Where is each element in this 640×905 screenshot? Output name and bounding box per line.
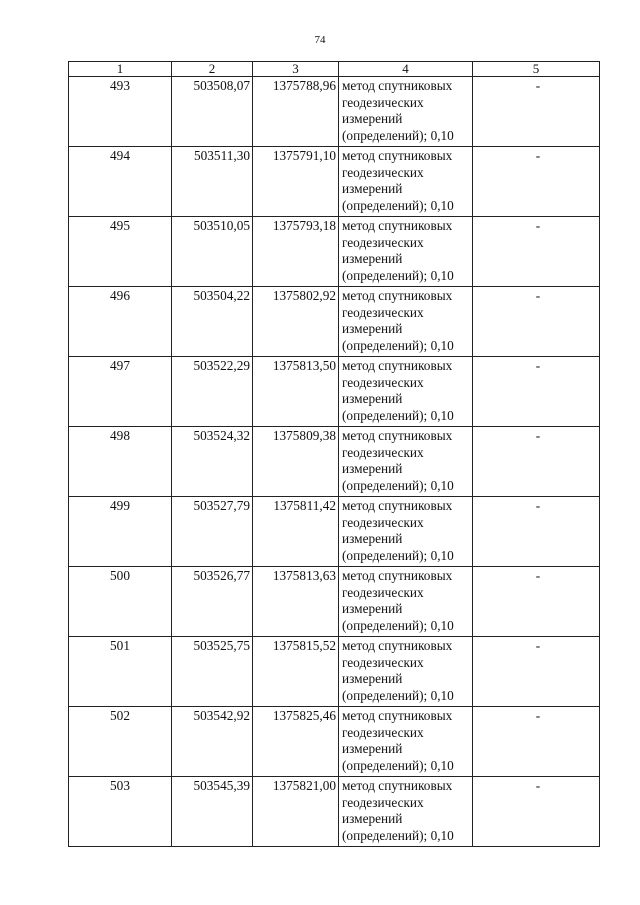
note-value: - bbox=[535, 708, 541, 723]
point-number-cell: 503 bbox=[69, 777, 172, 847]
note-value: - bbox=[535, 148, 541, 163]
point-number-cell: 498 bbox=[69, 427, 172, 497]
note-cell bbox=[473, 427, 600, 497]
x-coordinate-cell: 503524,32 bbox=[172, 427, 253, 497]
x-coordinate-cell: 503504,22 bbox=[172, 287, 253, 357]
note-value: - bbox=[535, 78, 541, 93]
method-line: (определений); 0,10 bbox=[342, 687, 454, 703]
method-line: метод спутниковых bbox=[342, 498, 453, 513]
method-cell bbox=[339, 357, 473, 427]
coordinates-table bbox=[68, 61, 600, 847]
method-line: геодезических bbox=[342, 654, 424, 670]
y-coordinate-cell: 1375811,42 bbox=[253, 497, 339, 567]
method-line: метод спутниковых bbox=[342, 78, 453, 93]
table-row bbox=[69, 147, 600, 217]
point-number-cell: 499 bbox=[69, 497, 172, 567]
method-line: (определений); 0,10 bbox=[342, 267, 454, 283]
method-line: метод спутниковых bbox=[342, 358, 453, 373]
note-value: - bbox=[535, 638, 541, 653]
column-header: 5 bbox=[473, 62, 600, 77]
method-line: (определений); 0,10 bbox=[342, 477, 454, 493]
method-line: измерений bbox=[342, 601, 403, 616]
point-number-cell: 497 bbox=[69, 357, 172, 427]
method-line: измерений bbox=[342, 811, 403, 826]
point-number-cell: 500 bbox=[69, 567, 172, 637]
table-row bbox=[69, 77, 600, 147]
table-row bbox=[69, 567, 600, 637]
y-coordinate-cell: 1375815,52 bbox=[253, 637, 339, 707]
x-coordinate-cell: 503525,75 bbox=[172, 637, 253, 707]
method-line: измерений bbox=[342, 321, 403, 336]
method-cell bbox=[339, 427, 473, 497]
note-cell bbox=[473, 497, 600, 567]
note-value: - bbox=[535, 218, 541, 233]
table-row bbox=[69, 287, 600, 357]
method-line: (определений); 0,10 bbox=[342, 827, 454, 843]
x-coordinate-cell: 503522,29 bbox=[172, 357, 253, 427]
note-cell bbox=[473, 287, 600, 357]
note-value: - bbox=[535, 778, 541, 793]
method-line: геодезических bbox=[342, 94, 424, 110]
method-line: (определений); 0,10 bbox=[342, 407, 454, 423]
method-line: геодезических bbox=[342, 514, 424, 530]
table-row bbox=[69, 357, 600, 427]
method-line: измерений bbox=[342, 181, 403, 196]
method-line: (определений); 0,10 bbox=[342, 337, 454, 353]
method-cell bbox=[339, 217, 473, 287]
x-coordinate-cell: 503542,92 bbox=[172, 707, 253, 777]
method-line: измерений bbox=[342, 531, 403, 546]
method-line: измерений bbox=[342, 391, 403, 406]
x-coordinate-cell: 503511,30 bbox=[172, 147, 253, 217]
table-row bbox=[69, 707, 600, 777]
page-number: 74 bbox=[314, 34, 326, 46]
method-line: геодезических bbox=[342, 304, 424, 320]
x-coordinate-cell: 503526,77 bbox=[172, 567, 253, 637]
method-line: измерений bbox=[342, 111, 403, 126]
method-line: метод спутниковых bbox=[342, 148, 453, 163]
y-coordinate-cell: 1375793,18 bbox=[253, 217, 339, 287]
method-cell bbox=[339, 707, 473, 777]
method-line: (определений); 0,10 bbox=[342, 127, 454, 143]
method-cell bbox=[339, 77, 473, 147]
method-cell bbox=[339, 147, 473, 217]
table-row bbox=[69, 777, 600, 847]
note-value: - bbox=[535, 288, 541, 303]
method-line: измерений bbox=[342, 671, 403, 686]
x-coordinate-cell: 503508,07 bbox=[172, 77, 253, 147]
table-header-row bbox=[69, 62, 600, 77]
note-cell bbox=[473, 77, 600, 147]
x-coordinate-cell: 503545,39 bbox=[172, 777, 253, 847]
note-value: - bbox=[535, 568, 541, 583]
note-value: - bbox=[535, 498, 541, 513]
column-header: 4 bbox=[339, 62, 473, 77]
note-cell bbox=[473, 357, 600, 427]
method-line: метод спутниковых bbox=[342, 778, 453, 793]
y-coordinate-cell: 1375791,10 bbox=[253, 147, 339, 217]
method-line: метод спутниковых bbox=[342, 708, 453, 723]
table-row bbox=[69, 637, 600, 707]
method-line: измерений bbox=[342, 741, 403, 756]
column-header: 3 bbox=[253, 62, 339, 77]
method-line: измерений bbox=[342, 461, 403, 476]
column-header: 2 bbox=[172, 62, 253, 77]
point-number-cell: 494 bbox=[69, 147, 172, 217]
x-coordinate-cell: 503527,79 bbox=[172, 497, 253, 567]
table-row bbox=[69, 427, 600, 497]
point-number-cell: 495 bbox=[69, 217, 172, 287]
x-coordinate-cell: 503510,05 bbox=[172, 217, 253, 287]
method-line: (определений); 0,10 bbox=[342, 757, 454, 773]
method-line: метод спутниковых bbox=[342, 428, 453, 443]
method-cell bbox=[339, 777, 473, 847]
method-line: метод спутниковых bbox=[342, 638, 453, 653]
method-line: (определений); 0,10 bbox=[342, 197, 454, 213]
method-line: измерений bbox=[342, 251, 403, 266]
y-coordinate-cell: 1375813,50 bbox=[253, 357, 339, 427]
y-coordinate-cell: 1375802,92 bbox=[253, 287, 339, 357]
method-cell bbox=[339, 287, 473, 357]
method-line: метод спутниковых bbox=[342, 568, 453, 583]
note-cell bbox=[473, 637, 600, 707]
method-line: (определений); 0,10 bbox=[342, 617, 454, 633]
method-line: геодезических bbox=[342, 794, 424, 810]
y-coordinate-cell: 1375825,46 bbox=[253, 707, 339, 777]
point-number-cell: 502 bbox=[69, 707, 172, 777]
point-number-cell: 501 bbox=[69, 637, 172, 707]
note-cell bbox=[473, 777, 600, 847]
note-cell bbox=[473, 707, 600, 777]
method-line: геодезических bbox=[342, 584, 424, 600]
note-cell bbox=[473, 147, 600, 217]
method-line: (определений); 0,10 bbox=[342, 547, 454, 563]
method-line: геодезических bbox=[342, 164, 424, 180]
method-cell bbox=[339, 497, 473, 567]
point-number-cell: 493 bbox=[69, 77, 172, 147]
note-cell bbox=[473, 217, 600, 287]
table-row bbox=[69, 217, 600, 287]
point-number-cell: 496 bbox=[69, 287, 172, 357]
y-coordinate-cell: 1375821,00 bbox=[253, 777, 339, 847]
method-line: геодезических bbox=[342, 234, 424, 250]
method-line: метод спутниковых bbox=[342, 218, 453, 233]
y-coordinate-cell: 1375813,63 bbox=[253, 567, 339, 637]
y-coordinate-cell: 1375809,38 bbox=[253, 427, 339, 497]
note-value: - bbox=[535, 428, 541, 443]
column-header: 1 bbox=[69, 62, 172, 77]
method-line: геодезических bbox=[342, 444, 424, 460]
method-cell bbox=[339, 637, 473, 707]
method-line: метод спутниковых bbox=[342, 288, 453, 303]
note-value: - bbox=[535, 358, 541, 373]
method-cell bbox=[339, 567, 473, 637]
method-line: геодезических bbox=[342, 724, 424, 740]
y-coordinate-cell: 1375788,96 bbox=[253, 77, 339, 147]
table-row bbox=[69, 497, 600, 567]
note-cell bbox=[473, 567, 600, 637]
method-line: геодезических bbox=[342, 374, 424, 390]
